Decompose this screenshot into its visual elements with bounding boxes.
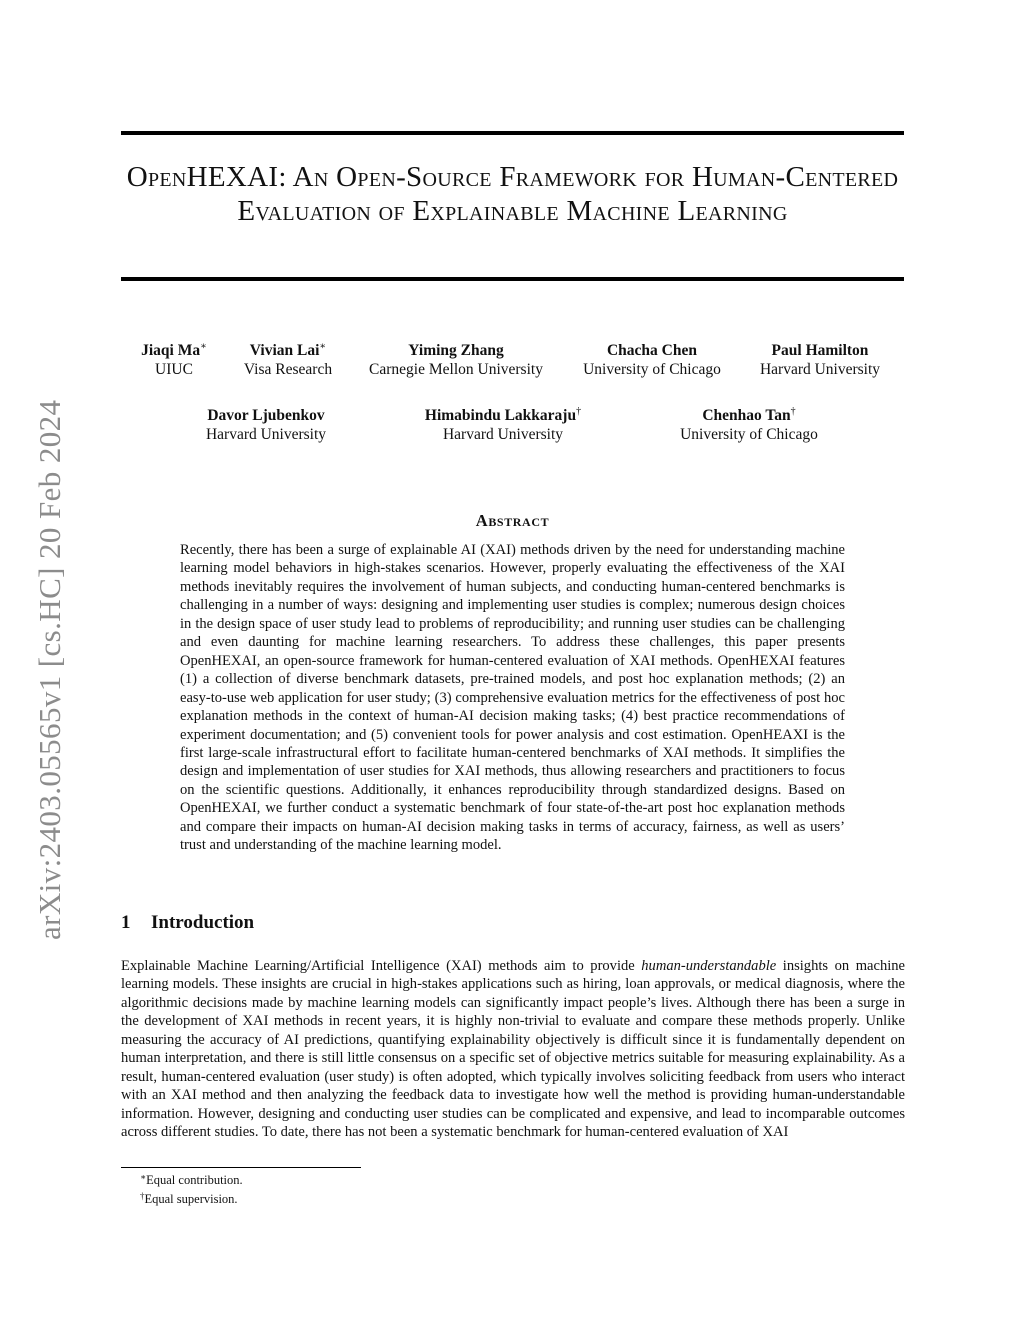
author-affiliation: University of Chicago xyxy=(680,426,818,443)
footnote-text: Equal contribution. xyxy=(146,1173,243,1187)
abstract-body: Recently, there has been a surge of explainable AI (XAI) methods driven by the need for understanding machine learning model behaviors in high-stakes scenarios. However, properly evaluating the effectiveness of the XAI methods inevitably requires the involvement of human subjects, and conducting human-centered benchmarks is challenging in a number of ways: designing and implementing user studies is complex; numerous design choices in the design space of user study lead to problems of reproducibility; and running user studies can be challenging and even daunting for machine learning researchers. To address these challenges, this paper presents OpenHEXAI, an open-source framework for human-centered evaluation of XAI methods. OpenHEXAI features (1) a collection of diverse benchmark datasets, pre-trained models, and post hoc explanation methods; (2) an easy-to-use web application for user study; (3) comprehensive evaluation metrics for the effectiveness of post hoc explanation methods in the context of human-AI decision making tasks; (4) best practice recommendations of experiment documentation; and (5) convenient tools for power analysis and cost estimation. OpenHEAXI is the first large-scale infrastructural effort to facilitate human-centered benchmarks of XAI methods. It simplifies the design and implementation of user studies for XAI methods, thus allowing researchers and practitioners to focus on the scientific questions. Additionally, it enhances reproducibility through standardized designs. Based on OpenHEXAI, we further conduct a systematic benchmark of four state-of-the-art post hoc explanation methods and compare their impacts on human-AI decision making tasks in terms of accuracy, fairness, as well as users’ trust and understanding of the machine learning model. xyxy=(180,542,845,854)
author-block xyxy=(571,341,733,379)
author-affiliation: Visa Research xyxy=(243,361,333,378)
author-name: Vivian Lai xyxy=(249,342,320,359)
author-affiliation: University of Chicago xyxy=(583,361,721,378)
footnote xyxy=(140,1172,243,1188)
intro-text-emphasis: human-understandable xyxy=(641,958,777,974)
abstract-heading: Abstract xyxy=(475,511,550,530)
author-block xyxy=(750,341,890,379)
footnote-mark: † xyxy=(140,1191,145,1201)
author-block xyxy=(124,341,224,379)
footnote-mark: ∗ xyxy=(140,1172,147,1182)
footnote xyxy=(140,1191,238,1207)
footnote-rule xyxy=(121,1167,361,1168)
author-mark: ∗ xyxy=(200,341,207,352)
author-affiliation: Harvard University xyxy=(759,361,881,378)
intro-paragraph xyxy=(121,957,905,1142)
paper-title: OpenHEXAI: An Open-Source Framework for Human-Centered Evaluation of Explainable Machine Learning xyxy=(126,161,899,227)
author-mark: ∗ xyxy=(319,341,327,352)
author-block xyxy=(358,341,554,379)
author-name: Davor Ljubenkov xyxy=(207,407,325,424)
intro-text-rest: insights on machine learning models. These insights are crucial in high-stakes applications such as hiring, loan approvals, or medical diagnosis, where the algorithmic decisions made by machine learning models can significantly impact people’s lives. Although there has been a surge in the development of XAI methods in recent years, it is highly non-trivial to evaluate and compare these methods properly. Unlike measuring the accuracy of AI predictions, quantifying explainability objectively is difficult since it is fundamentally dependent on human interpretation, and there is still little consensus on a specific set of objective metrics suitable for measuring explainability. As a result, human-centered evaluation (user study) is often adopted, which typically involves soliciting feedback from users who interact with an XAI method and then analyzing the feedback data to investigate how well the method is providing human-understandable information. However, designing and conducting user studies can be complicated and expensive, and lead to incomparable outcomes across different studies. To date, there has not been a systematic benchmark for human-centered evaluation of XAI xyxy=(121,958,905,1141)
author-name: Paul Hamilton xyxy=(771,342,869,359)
author-block xyxy=(190,406,342,444)
author-name: Yiming Zhang xyxy=(408,342,504,359)
section-heading xyxy=(121,912,254,934)
author-name: Himabindu Lakkaraju xyxy=(424,407,577,424)
author-mark: † xyxy=(790,406,796,417)
author-name: Chacha Chen xyxy=(606,342,697,359)
author-mark: † xyxy=(576,406,582,417)
arxiv-side-stamp: arXiv:2403.05565v1 [cs.HC] 20 Feb 2024 xyxy=(32,399,67,940)
author-affiliation: Carnegie Mellon University xyxy=(369,361,543,378)
title-bottom-rule xyxy=(121,277,904,281)
footnote-text: Equal supervision. xyxy=(144,1192,238,1206)
title-top-rule xyxy=(121,131,904,135)
section-number: 1 xyxy=(121,912,131,933)
author-affiliation: Harvard University xyxy=(442,426,564,443)
author-block xyxy=(668,406,830,444)
author-affiliation: UIUC xyxy=(155,361,193,378)
author-block xyxy=(408,406,598,444)
section-title: Introduction xyxy=(151,912,255,933)
intro-text-start: Explainable Machine Learning/Artificial Intelligence (XAI) methods aim to provide xyxy=(121,958,642,974)
author-affiliation: Harvard University xyxy=(205,426,327,443)
author-block xyxy=(228,341,348,379)
author-name: Chenhao Tan xyxy=(702,407,791,424)
author-name: Jiaqi Ma xyxy=(141,342,201,359)
